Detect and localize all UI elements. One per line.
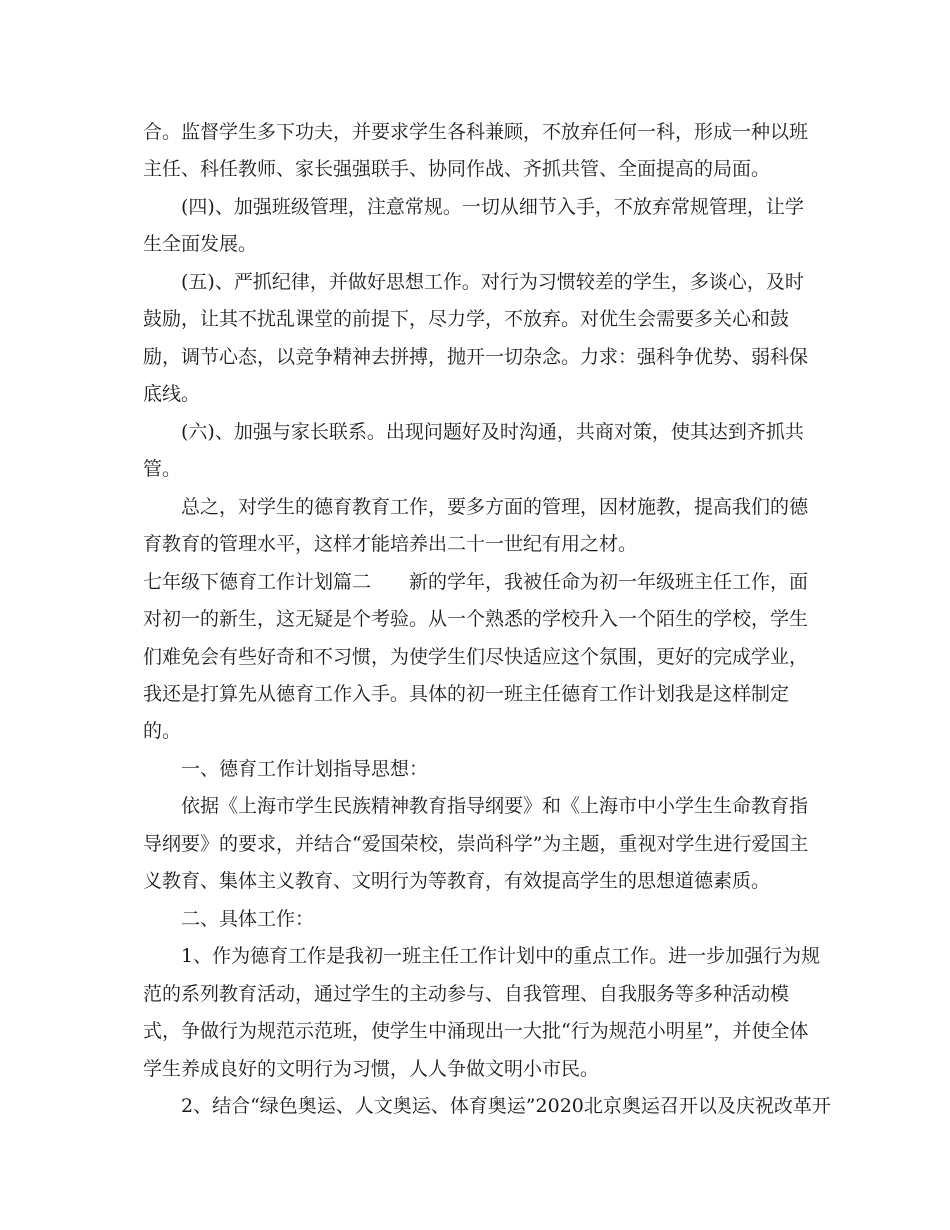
text-line: 我还是打算先从德育工作入手。具体的初一班主任德育工作计划我是这样制定	[143, 683, 790, 705]
text-line: 励，调节心态，以竞争精神去拼搏，抛开一切杂念。力求：强科争优势、弱科保	[143, 346, 809, 368]
text-line: 的。	[143, 720, 182, 742]
text-line: 学生养成良好的文明行为习惯，人人争做文明小市民。	[143, 1058, 600, 1080]
text-line: 义教育、集体主义教育、文明行为等教育，有效提高学生的思想道德素质。	[143, 870, 771, 892]
text-line: 们难免会有些好奇和不习惯，为使学生们尽快适应这个氛围，更好的完成学业，	[143, 646, 809, 668]
text-line: 七年级下德育工作计划篇二 新的学年，我被任命为初一年级班主任工作，面	[143, 571, 809, 593]
text-line: 一、德育工作计划指导思想：	[181, 758, 429, 780]
text-line: 鼓励，让其不扰乱课堂的前提下，尽力学，不放弃。对优生会需要多关心和鼓	[143, 308, 790, 330]
text-line: 范的系列教育活动，通过学生的主动参与、自我管理、自我服务等多种活动模	[143, 983, 790, 1005]
text-line: 导纲要》的要求，并结合“爱国荣校，崇尚科学”为主题，重视对学生进行爱国主	[143, 833, 809, 855]
text-line: 生全面发展。	[143, 233, 258, 255]
text-line: 二、具体工作：	[181, 908, 315, 930]
text-line: 主任、科任教师、家长强强联手、协同作战、齐抓共管、全面提高的局面。	[143, 158, 771, 180]
text-line: 依据《上海市学生民族精神教育指导纲要》和《上海市中小学生生命教育指	[181, 795, 809, 817]
text-line: (四)、加强班级管理，注意常规。一切从细节入手，不放弃常规管理，让学	[181, 196, 804, 218]
text-line: 总之，对学生的德育教育工作，要多方面的管理，因材施教，提高我们的德	[181, 496, 809, 518]
text-line: 底线。	[143, 383, 201, 405]
text-line: 1、作为德育工作是我初一班主任工作计划中的重点工作。进一步加强行为规	[181, 945, 821, 967]
text-line: 合。监督学生多下功夫，并要求学生各科兼顾，不放弃任何一科，形成一种以班	[143, 121, 809, 143]
text-line: 管。	[143, 458, 182, 480]
text-line: (六)、加强与家长联系。出现问题好及时沟通，共商对策，使其达到齐抓共	[181, 421, 804, 443]
text-line: 对初一的新生，这无疑是个考验。从一个熟悉的学校升入一个陌生的学校，学生	[143, 608, 809, 630]
text-line: 2、结合“绿色奥运、人文奥运、体育奥运”2020北京奥运召开以及庆祝改革开	[181, 1095, 831, 1117]
text-line: 育教育的管理水平，这样才能培养出二十一世纪有用之材。	[143, 533, 638, 555]
text-line: 式，争做行为规范示范班，使学生中涌现出一大批“行为规范小明星”，并使全体	[143, 1020, 809, 1042]
text-line: (五)、严抓纪律，并做好思想工作。对行为习惯较差的学生，多谈心，及时	[181, 271, 804, 293]
